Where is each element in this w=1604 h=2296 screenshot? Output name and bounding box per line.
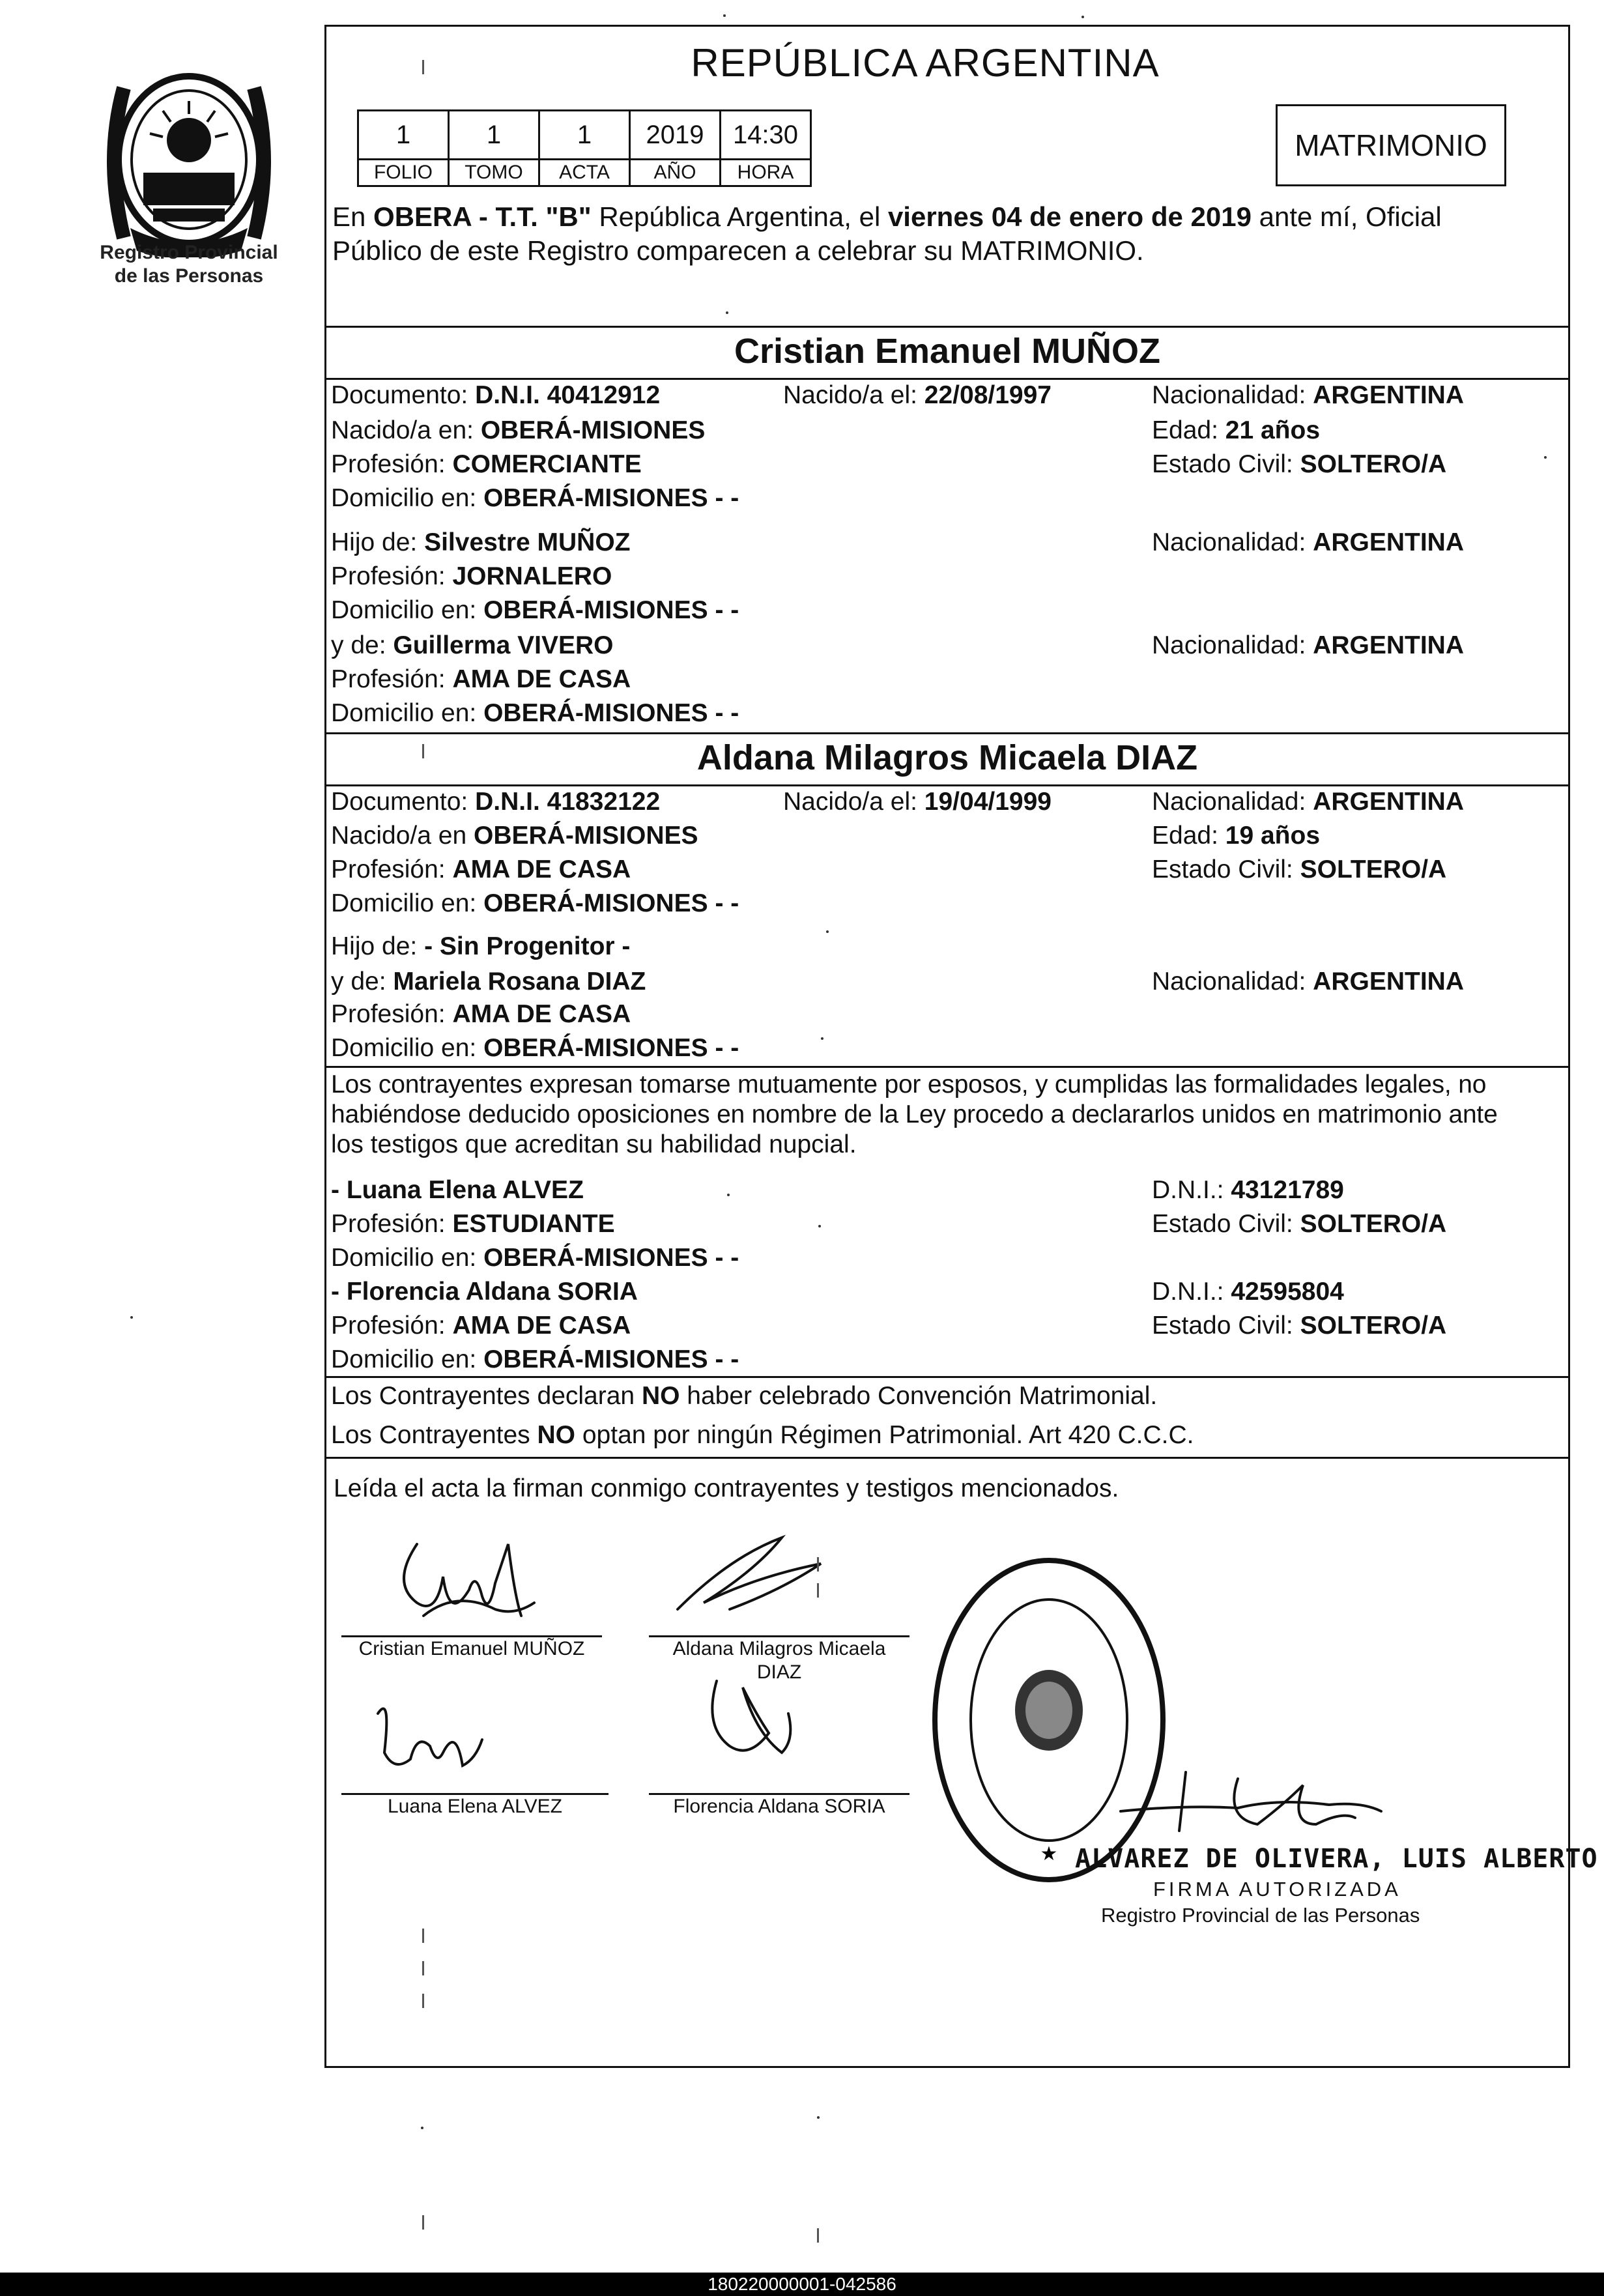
label: Profesión: <box>331 1000 453 1028</box>
witness2-domicile <box>331 1343 739 1376</box>
label: Estado Civil: <box>1152 1312 1300 1340</box>
spouse1-profession <box>331 448 642 481</box>
spouse1-mother <box>331 629 614 662</box>
label: Domicilio en: <box>331 889 484 917</box>
witness2-name <box>331 1276 638 1308</box>
text: optan por ningún Régimen Patrimonial. Art 420 C.C.C. <box>575 1421 1194 1449</box>
value: D.N.I. 41832122 <box>475 788 661 816</box>
value: OBERÁ-MISIONES <box>473 822 698 850</box>
spouse1-mother-domicile <box>331 697 739 730</box>
divider <box>324 326 1570 328</box>
value: AMA DE CASA <box>452 665 631 693</box>
label: Domicilio en: <box>331 596 484 624</box>
spouse2-mother-nationality <box>1152 966 1464 998</box>
spouse1-mother-nationality <box>1152 629 1464 662</box>
authority-role: FIRMA AUTORIZADA <box>1153 1878 1401 1901</box>
intro-line2: Público de este Registro comparecen a celebrar su MATRIMONIO. <box>332 235 1144 266</box>
spouse1-born <box>783 379 1052 412</box>
witness2-civil-status <box>1152 1310 1446 1342</box>
value: AMA DE CASA <box>452 1312 631 1340</box>
spouse2-mother-domicile <box>331 1032 739 1065</box>
spouse2-domicile <box>331 887 739 920</box>
witness1-civil-status <box>1152 1208 1446 1241</box>
year-label: AÑO <box>630 160 721 186</box>
closing-statement: Leída el acta la firman conmigo contrayentes y testigos mencionados. <box>334 1474 1119 1502</box>
tomo-value: 1 <box>449 111 539 160</box>
label: Profesión: <box>331 1312 453 1340</box>
divider <box>324 1376 1570 1378</box>
declaration-line3: los testigos que acreditan su habilidad nupcial. <box>331 1130 857 1158</box>
spouse2-nationality <box>1152 786 1464 818</box>
label: Documento: <box>331 381 476 409</box>
scan-mark <box>817 1557 819 1571</box>
acta-label: ACTA <box>539 160 630 186</box>
divider <box>324 1457 1570 1459</box>
label: D.N.I.: <box>1152 1176 1231 1204</box>
divider <box>324 732 1570 734</box>
value: OBERÁ-MISIONES - - <box>483 1345 739 1373</box>
spouse2-mother-profession <box>331 998 631 1031</box>
value: 19 años <box>1225 822 1321 850</box>
value: ARGENTINA <box>1313 968 1465 996</box>
spouse1-mother-profession <box>331 663 631 696</box>
label: Profesión: <box>331 562 453 590</box>
spouse1-domicile <box>331 482 739 515</box>
witness1-name <box>331 1174 584 1207</box>
signature-line <box>341 1793 609 1795</box>
label: Estado Civil: <box>1152 1210 1300 1238</box>
value: - Florencia Aldana SORIA <box>331 1278 638 1306</box>
label: Nacionalidad: <box>1152 381 1313 409</box>
acta-value: 1 <box>539 111 630 160</box>
authority-signature <box>1108 1759 1394 1844</box>
value: - Sin Progenitor - <box>424 932 631 960</box>
folio-label: FOLIO <box>358 160 449 186</box>
scan-mark <box>422 1961 424 1975</box>
spouse2-name: Aldana Milagros Micaela DIAZ <box>696 738 1198 777</box>
registry-caption-line1: Registro Provincial <box>100 242 278 263</box>
value: 43121789 <box>1231 1176 1344 1204</box>
tomo-label: TOMO <box>449 160 539 186</box>
label: Profesión: <box>331 665 453 693</box>
spouse2-birthplace <box>331 820 698 852</box>
spouse2-age <box>1152 820 1320 852</box>
signature-name-2b: DIAZ <box>756 1661 802 1683</box>
intro-text: En <box>332 201 374 232</box>
label: Domicilio en: <box>331 1034 484 1062</box>
label: Nacido/a en: <box>331 416 481 444</box>
label: Nacido/a en <box>331 822 474 850</box>
label: y de: <box>331 631 394 659</box>
text: Los Contrayentes declaran <box>331 1382 642 1410</box>
label: Nacionalidad: <box>1152 968 1313 996</box>
value: - Luana Elena ALVEZ <box>331 1176 584 1204</box>
signature-name-4: Florencia Aldana SORIA <box>673 1796 885 1817</box>
label: Nacionalidad: <box>1152 528 1313 556</box>
text: haber celebrado Convención Matrimonial. <box>680 1382 1158 1410</box>
spouse1-civil-status <box>1152 448 1446 481</box>
value: ARGENTINA <box>1313 528 1465 556</box>
scan-dot <box>421 2127 423 2129</box>
label: Documento: <box>331 788 476 816</box>
scan-dot <box>1544 456 1547 459</box>
value: Mariela Rosana DIAZ <box>393 968 646 996</box>
signature-line <box>341 1635 602 1637</box>
value: 42595804 <box>1231 1278 1344 1306</box>
value: OBERÁ-MISIONES - - <box>483 1244 739 1272</box>
barcode-number: 180220000001-042586 <box>0 2273 1604 2296</box>
label: Edad: <box>1152 416 1225 444</box>
label: Domicilio en: <box>331 699 484 727</box>
scan-dot <box>130 1316 133 1319</box>
label: Profesión: <box>331 1210 453 1238</box>
label: Nacionalidad: <box>1152 631 1313 659</box>
spouse1-birthplace <box>331 414 705 447</box>
intro-text: ante mí, Oficial <box>1251 201 1442 232</box>
spouse2-born <box>783 786 1052 818</box>
spouse2-mother <box>331 966 646 998</box>
value: OBERÁ-MISIONES - - <box>483 484 739 512</box>
value: AMA DE CASA <box>452 855 631 883</box>
value: OBERÁ-MISIONES - - <box>483 596 739 624</box>
scan-mark <box>817 1583 819 1598</box>
label: y de: <box>331 968 394 996</box>
authority-registry: Registro Provincial de las Personas <box>1101 1904 1420 1927</box>
value: AMA DE CASA <box>452 1000 631 1028</box>
text-bold: NO <box>641 1382 680 1410</box>
label: Edad: <box>1152 822 1225 850</box>
hour-value: 14:30 <box>721 111 811 160</box>
label: Domicilio en: <box>331 1244 484 1272</box>
witness2-dni <box>1152 1276 1344 1308</box>
province-seal-logo <box>98 62 280 257</box>
scan-dot <box>826 930 829 933</box>
scan-mark <box>422 60 424 74</box>
signature-name-1: Cristian Emanuel MUÑOZ <box>358 1638 585 1659</box>
label: Hijo de: <box>331 932 425 960</box>
label: Hijo de: <box>331 528 425 556</box>
value: OBERÁ-MISIONES - - <box>483 1034 739 1062</box>
divider <box>324 1066 1570 1068</box>
value: OBERÁ-MISIONES - - <box>483 699 739 727</box>
value: ARGENTINA <box>1313 631 1465 659</box>
scan-mark <box>817 2228 819 2243</box>
signature-line <box>649 1635 909 1637</box>
witness2-profession <box>331 1310 631 1342</box>
spouse2-document <box>331 786 660 818</box>
value: JORNALERO <box>452 562 612 590</box>
spouse2-father <box>331 930 630 963</box>
value: COMERCIANTE <box>452 450 642 478</box>
year-value: 2019 <box>630 111 721 160</box>
value: SOLTERO/A <box>1300 1312 1447 1340</box>
document-type: MATRIMONIO <box>1295 128 1487 162</box>
scan-dot <box>727 1194 730 1196</box>
registry-caption-line2: de las Personas <box>114 265 264 287</box>
value: SOLTERO/A <box>1300 855 1447 883</box>
label: Domicilio en: <box>331 1345 484 1373</box>
value: ARGENTINA <box>1313 788 1465 816</box>
intro-date: viernes 04 de enero de 2019 <box>887 201 1252 232</box>
value: 19/04/1999 <box>924 788 1052 816</box>
intro-text: República Argentina, el <box>591 201 888 232</box>
value: ESTUDIANTE <box>452 1210 615 1238</box>
value: SOLTERO/A <box>1300 450 1447 478</box>
scan-dot <box>818 1225 821 1227</box>
label: Estado Civil: <box>1152 855 1300 883</box>
scan-mark <box>422 1994 424 2008</box>
spouse1-father-profession <box>331 560 612 593</box>
declaration-line1: Los contrayentes expresan tomarse mutuamente por esposos, y cumplidas las formalidades legales, no <box>331 1070 1487 1098</box>
value: 22/08/1997 <box>924 381 1052 409</box>
spouse2-civil-status <box>1152 854 1446 886</box>
label: Nacido/a el: <box>783 788 924 816</box>
intro-line1 <box>332 201 1442 233</box>
value: 21 años <box>1225 416 1321 444</box>
scan-mark <box>422 1929 424 1943</box>
spouse1-father-nationality <box>1152 526 1464 559</box>
spouse1-father-domicile <box>331 594 739 627</box>
label: D.N.I.: <box>1152 1278 1231 1306</box>
signature-name-3: Luana Elena ALVEZ <box>388 1796 562 1817</box>
value: SOLTERO/A <box>1300 1210 1447 1238</box>
text: Los Contrayentes <box>331 1421 537 1449</box>
hour-label: HORA <box>721 160 811 186</box>
record-table <box>357 109 812 187</box>
value: OBERÁ-MISIONES <box>480 416 706 444</box>
signature-name-2a: Aldana Milagros Micaela <box>672 1638 886 1659</box>
document-type-box <box>1276 104 1506 186</box>
declaration-line2: habiéndose deducido oposiciones en nombre de la Ley procedo a declararlos unidos en matrimonio ante <box>331 1100 1498 1128</box>
value: D.N.I. 40412912 <box>475 381 661 409</box>
spouse2-profession <box>331 854 631 886</box>
convention-line1 <box>331 1380 1157 1413</box>
country-title: REPÚBLICA ARGENTINA <box>691 41 1160 85</box>
witness1-dni <box>1152 1174 1344 1207</box>
signature-line <box>649 1793 909 1795</box>
label: Profesión: <box>331 855 453 883</box>
label: Domicilio en: <box>331 484 484 512</box>
scan-mark <box>422 2215 424 2230</box>
intro-place: OBERA - T.T. "B" <box>373 201 592 232</box>
scan-dot <box>726 311 728 314</box>
label: Profesión: <box>331 450 453 478</box>
scan-dot <box>1081 16 1084 18</box>
spouse1-age <box>1152 414 1320 447</box>
scan-dot <box>723 14 726 17</box>
scan-dot <box>817 2116 820 2119</box>
label: Estado Civil: <box>1152 450 1300 478</box>
spouse1-document <box>331 379 660 412</box>
spouse1-name: Cristian Emanuel MUÑOZ <box>734 332 1161 371</box>
value: ARGENTINA <box>1313 381 1465 409</box>
label: Nacido/a el: <box>783 381 924 409</box>
scan-dot <box>821 1037 823 1040</box>
label: Nacionalidad: <box>1152 788 1313 816</box>
convention-line2 <box>331 1419 1194 1452</box>
value: Silvestre MUÑOZ <box>424 528 631 556</box>
authority-name: ALVAREZ DE OLIVERA, LUIS ALBERTO <box>1075 1844 1598 1874</box>
text-bold: NO <box>537 1421 576 1449</box>
value: Guillerma VIVERO <box>393 631 614 659</box>
witness1-profession <box>331 1208 615 1241</box>
witness1-domicile <box>331 1242 739 1274</box>
scan-mark <box>422 744 424 758</box>
value: OBERÁ-MISIONES - - <box>483 889 739 917</box>
svg-text:★: ★ <box>1040 1843 1058 1865</box>
spouse1-nationality <box>1152 379 1464 412</box>
spouse1-father <box>331 526 631 559</box>
folio-value: 1 <box>358 111 449 160</box>
registry-caption <box>78 241 300 288</box>
